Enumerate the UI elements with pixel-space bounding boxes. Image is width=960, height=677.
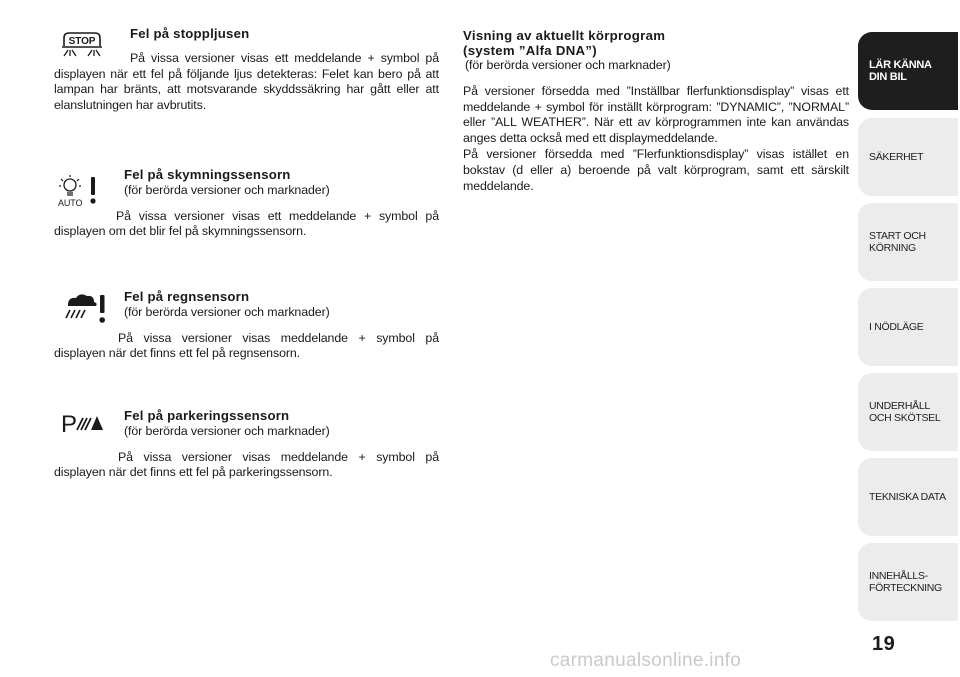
drive-mode-paragraph-1: På versioner försedda med ”Inställbar flerfunktionsdisplay” visas ett meddelande + symbol för inställt körprogram: ”DYNAMIC”, ”NORMAL” eller ”ALL WEATHER”. När ett av körprogrammen inte kan användas anges detta också med ett displaymeddelande. [463, 83, 849, 146]
watermark: carmanualsonline.info [550, 650, 742, 671]
rain-sensor-icon [62, 291, 110, 325]
section-brake-lights [54, 26, 439, 114]
tab-label: SÄKERHET [869, 151, 924, 163]
tab-tekniska-data[interactable] [858, 458, 958, 536]
parking-sensor-text: På vissa versioner visas meddelande + symbol på displayen när det finns ett fel på parkeringssensorn. [54, 449, 439, 480]
drive-mode-heading-line2: (system ”Alfa DNA”) [463, 43, 597, 58]
drive-mode-subheading: (för berörda versioner och marknader) [465, 58, 671, 72]
tab-lar-kanna-din-bil[interactable] [858, 32, 958, 110]
section-rain-sensor [54, 289, 439, 362]
tab-underhall-och-skotsel[interactable] [858, 373, 958, 451]
rain-sensor-text: På vissa versioner visas meddelande + symbol på displayen när det finns ett fel på regnsensorn. [54, 330, 439, 361]
tab-start-och-korning[interactable] [858, 203, 958, 281]
section-dusk-sensor [54, 167, 439, 240]
brake-lights-heading: Fel på stoppljusen [130, 26, 250, 41]
drive-mode-paragraph-2: På versioner försedda med ”Flerfunktionsdisplay” visas istället en bokstav (d eller a) beroende på valt körprogram, samt ett särskilt meddelande. [463, 146, 849, 193]
drive-mode-heading-line1: Visning av aktuellt körprogram [463, 28, 666, 43]
brake-light-icon [60, 30, 104, 58]
tab-label: UNDERHÅLL OCH SKÖTSEL [869, 400, 941, 424]
section-parking-sensor [54, 408, 439, 481]
tab-innehallsforteckning[interactable] [858, 543, 958, 621]
tab-label: I NÖDLÄGE [869, 321, 924, 333]
tab-i-nodlage[interactable] [858, 288, 958, 366]
tab-sakerhet[interactable] [858, 118, 958, 196]
chapter-sidebar [858, 0, 960, 677]
tab-label: START OCH KÖRNING [869, 230, 926, 254]
rain-sensor-subheading: (för berörda versioner och marknader) [124, 304, 330, 319]
dusk-sensor-icon-label: AUTO [58, 198, 83, 208]
parking-sensor-icon-label: P [61, 411, 77, 438]
page-number: 19 [872, 633, 896, 655]
tab-label: INNEHÅLLS- FÖRTECKNING [869, 570, 942, 594]
tab-label: LÄR KÄNNA DIN BIL [869, 59, 932, 83]
tab-label: TEKNISKA DATA [869, 491, 946, 503]
dusk-sensor-subheading: (för berörda versioner och marknader) [124, 182, 330, 197]
parking-sensor-icon [61, 408, 107, 438]
dusk-sensor-icon [56, 173, 108, 209]
brake-lights-text: På vissa versioner visas ett meddelande + symbol på displayen när ett fel på följande ljus detekteras: Felet kan bero på att lampan har bränts, att motsvarande skyddssäkring har gått eller att elanslutningen har avbrutits. [54, 50, 439, 113]
parking-sensor-subheading: (för berörda versioner och marknader) [124, 423, 330, 438]
parking-sensor-heading: Fel på parkeringssensorn [124, 408, 290, 423]
rain-sensor-heading: Fel på regnsensorn [124, 289, 250, 304]
dusk-sensor-heading: Fel på skymningssensorn [124, 167, 291, 182]
dusk-sensor-text: På vissa versioner visas ett meddelande + symbol på displayen om det blir fel på skymningssensorn. [54, 208, 439, 239]
section-drive-mode [463, 28, 849, 194]
brake-light-icon-label: STOP [68, 36, 96, 47]
